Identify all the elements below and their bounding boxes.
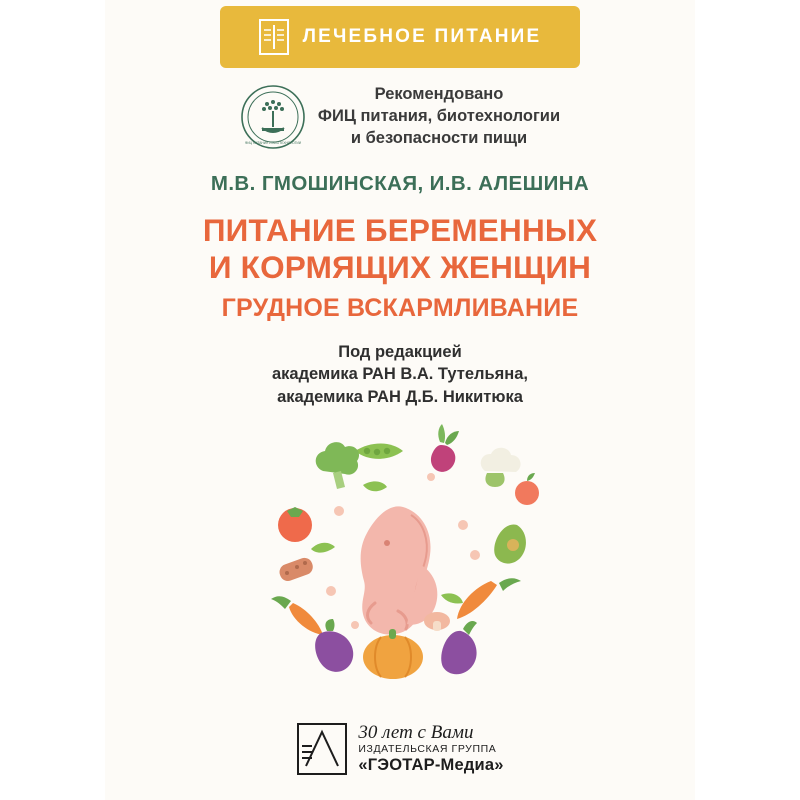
series-banner-label: ЛЕЧЕБНОЕ ПИТАНИЕ: [302, 26, 542, 47]
svg-text:ФИЦ ПИТАНИЯ И БИОТЕХНОЛОГИИ: ФИЦ ПИТАНИЯ И БИОТЕХНОЛОГИИ: [244, 141, 301, 145]
vegetable-wreath-with-fetus-illustration: [235, 415, 565, 680]
publisher-text: [358, 723, 503, 775]
recommendation-line-3: и безопасности пищи: [350, 128, 528, 147]
fetus-figure: [361, 506, 438, 634]
title-line-1: ПИТАНИЕ БЕРЕМЕННЫХ: [202, 212, 598, 248]
title-line-2: И КОРМЯЩИХ ЖЕНЩИН: [208, 248, 592, 285]
eggplant-icon: [315, 619, 353, 672]
cover-page: [105, 0, 695, 800]
editors-line-2: академика РАН В.А. Тутельяна,: [271, 365, 529, 384]
book-icon: [259, 19, 289, 55]
beet-icon: [431, 424, 459, 472]
cauliflower-icon: [481, 448, 521, 487]
recommendation-line-2: ФИЦ питания, биотехнологии: [317, 107, 561, 126]
mushroom-icon: [424, 612, 450, 631]
publisher-logo-icon: [296, 722, 348, 776]
apple-icon: [515, 473, 539, 505]
avocado-icon: [494, 525, 526, 564]
publisher-group: ИЗДАТЕЛЬСКАЯ ГРУППА: [358, 742, 497, 755]
publisher-name: «ГЭОТАР-Медиа»: [358, 756, 504, 775]
editors-block: [272, 341, 528, 409]
series-banner: [220, 6, 580, 68]
editors-line-1: Под редакцией: [338, 342, 462, 361]
carrot-icon: [457, 578, 521, 619]
institute-seal-icon: [240, 84, 306, 150]
recommendation-line-1: Рекомендовано: [374, 85, 504, 104]
page-subtitle: ГРУДНОЕ ВСКАРМЛИВАНИЕ: [221, 293, 579, 322]
eggplant-right-icon: [441, 621, 477, 674]
recommendation-block: [105, 84, 695, 150]
editors-line-3: академика РАН Д.Б. Никитюка: [277, 388, 523, 407]
tomato-icon: [278, 507, 312, 542]
publisher-years: 30 лет с Вами: [358, 721, 474, 743]
pumpkin-icon: [363, 629, 423, 679]
pea-pod-icon: [355, 443, 403, 458]
page-title: [203, 212, 597, 286]
sausage-icon: [277, 556, 315, 584]
broccoli-icon: [316, 442, 359, 489]
authors-line: М.В. ГМОШИНСКАЯ, И.В. АЛЕШИНА: [210, 172, 590, 195]
carrot-left-icon: [271, 596, 323, 635]
publisher-block: [105, 722, 695, 776]
recommendation-text: [318, 84, 560, 150]
